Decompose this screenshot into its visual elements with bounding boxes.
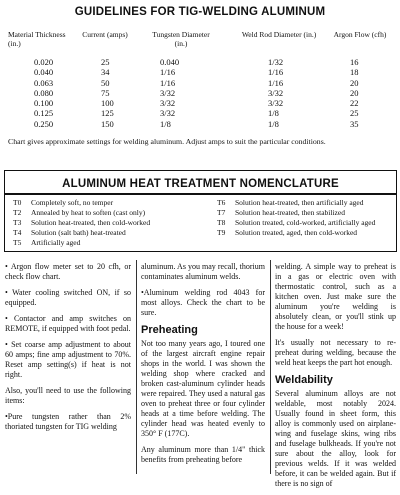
table-cell: 0.080 bbox=[34, 87, 54, 98]
column-divider bbox=[270, 260, 271, 474]
table-cell: 3/32 bbox=[160, 98, 176, 109]
table-cell: 20 bbox=[350, 77, 359, 88]
table-cell: 75 bbox=[101, 87, 110, 98]
header-weld-rod-diameter: Weld Rod Diameter (in.) bbox=[241, 30, 317, 39]
column-divider bbox=[136, 260, 137, 474]
table-cell: 0.020 bbox=[34, 57, 54, 67]
table-cell: 125 bbox=[101, 108, 114, 119]
paragraph: welding. A simple way to preheat is in a gas or electric oven with thermostatic control, such as a kitchen oven. Just make sure the aluminum you're welding is absolutely clean, or you'll stink up the house for a week! bbox=[275, 262, 396, 331]
list-item: T4 Solution (salt bath) heat-treated bbox=[13, 228, 126, 237]
table-cell: 18 bbox=[350, 67, 359, 78]
list-item: T2 Annealed by heat to soften (cast only) bbox=[13, 208, 146, 217]
paragraph: •Aluminum welding rod 4043 for most alloys. Check the chart to be sure. bbox=[141, 288, 265, 317]
article-column-1 bbox=[5, 262, 131, 438]
table-cell: 16 bbox=[350, 57, 359, 67]
tungsten-column bbox=[160, 57, 179, 129]
heat-treatment-box bbox=[4, 170, 397, 252]
heat-treatment-title: ALUMINUM HEAT TREATMENT NOMENCLATURE bbox=[62, 178, 339, 190]
table-cell: 3/32 bbox=[268, 87, 284, 98]
table-cell: 0.040 bbox=[34, 67, 54, 78]
article-column-2 bbox=[141, 262, 265, 471]
argon-flow-column bbox=[350, 57, 359, 129]
table-cell: 1/8 bbox=[268, 118, 279, 129]
current-column bbox=[101, 57, 114, 129]
table-cell: 1/8 bbox=[160, 118, 171, 129]
weld-rod-column bbox=[268, 57, 283, 129]
table-cell: 3/32 bbox=[160, 87, 176, 98]
paragraph: • Set coarse amp adjustment to about 60 amps; fine amp adjustment to 70%. Reset amp setting(s) if heat is not right. bbox=[5, 340, 131, 379]
paragraph: Several aluminum alloys are not weldable, most notably 2024. Usually found in sheet form, this alloy is commonly used on airplane-wing and fuselage skins, wing ribs and fuselage bulkheads. If you're not sure about the alloy, look for previous welds. If it was welded before, it can be welded again. But if there is no sign of bbox=[275, 389, 396, 488]
table-cell: 0.040 bbox=[160, 57, 180, 67]
header-current: Current (amps) bbox=[82, 30, 128, 39]
paragraph: Any aluminum more than 1/4" thick benefits from preheating before bbox=[141, 445, 265, 464]
table-cell: 25 bbox=[350, 108, 359, 119]
section-heading-preheating: Preheating bbox=[141, 324, 198, 336]
list-item: T0 Completely soft, no temper bbox=[13, 198, 114, 207]
heat-treatment-divider bbox=[5, 193, 396, 195]
list-item: T3 Solution heat-treated, then cold-worked bbox=[13, 218, 151, 227]
paragraph: Also, you'll need to use the following items: bbox=[5, 386, 131, 405]
table-cell: 150 bbox=[101, 118, 114, 129]
header-material-thickness: Material Thickness (in.) bbox=[8, 30, 66, 48]
table-cell: 35 bbox=[350, 118, 359, 129]
table-cell: 22 bbox=[350, 98, 359, 109]
table-cell: 0.125 bbox=[34, 108, 54, 119]
list-item: T5 Artificially aged bbox=[13, 238, 81, 247]
table-note: Chart gives approximate settings for welding aluminum. Adjust amps to suit the particular conditions. bbox=[8, 137, 326, 146]
table-cell: 25 bbox=[101, 57, 110, 67]
paragraph: • Water cooling switched ON, if so equipped. bbox=[5, 288, 131, 307]
tig-guidelines-title: GUIDELINES FOR TIG-WELDING ALUMINUM bbox=[74, 6, 326, 18]
list-item: T6 Solution heat-treated, then artificially aged bbox=[217, 198, 364, 207]
paragraph: • Argon flow meter set to 20 cfh, or check flow chart. bbox=[5, 262, 131, 281]
list-item: T9 Solution treated, aged, then cold-worked bbox=[217, 228, 358, 237]
table-cell: 1/16 bbox=[268, 67, 284, 78]
table-cell: 1/32 bbox=[268, 57, 284, 67]
table-cell: 1/16 bbox=[160, 67, 176, 78]
paragraph: • Contactor and amp switches on REMOTE, if equipped with foot pedal. bbox=[5, 314, 131, 333]
header-argon-flow: Argon Flow (cfh) bbox=[333, 30, 387, 39]
thickness-column bbox=[34, 57, 53, 129]
table-cell: 1/16 bbox=[160, 77, 176, 88]
table-cell: 0.250 bbox=[34, 118, 54, 129]
header-tungsten-diameter: Tungsten Diameter (in.) bbox=[152, 30, 210, 48]
table-cell: 3/32 bbox=[268, 98, 284, 109]
table-cell: 1/8 bbox=[268, 108, 279, 119]
paragraph: Not too many years ago, I toured one of the largest aircraft engine repair shops in the world. I was shown the welding shop where cracked and broken cast-aluminum cylinder heads were repaired. They used a natural gas oven to preheat three or four cylinder heads at a time before welding. The cylinder head was heated evenly to 350° F (177C). bbox=[141, 339, 265, 438]
table-cell: 0.063 bbox=[34, 77, 54, 88]
section-heading-weldability: Weldability bbox=[275, 374, 333, 386]
list-item: T7 Solution heat-treated, then stabilized bbox=[217, 208, 345, 217]
table-cell: 1/16 bbox=[268, 77, 284, 88]
table-cell: 34 bbox=[101, 67, 110, 78]
paragraph: It's usually not necessary to re-preheat during welding, because the weld heat keeps the part hot enough. bbox=[275, 338, 396, 367]
paragraph: •Pure tungsten rather than 2% thoriated tungsten for TIG welding bbox=[5, 412, 131, 431]
list-item: T8 Solution treated, cold-worked, artificially aged bbox=[217, 218, 376, 227]
table-cell: 3/32 bbox=[160, 108, 176, 119]
table-cell: 100 bbox=[101, 98, 114, 109]
table-cell: 20 bbox=[350, 87, 359, 98]
table-cell: 50 bbox=[101, 77, 110, 88]
article-column-3 bbox=[275, 262, 396, 495]
table-cell: 0.100 bbox=[34, 98, 54, 109]
paragraph: aluminum. As you may recall, thorium contaminates aluminum welds. bbox=[141, 262, 265, 281]
